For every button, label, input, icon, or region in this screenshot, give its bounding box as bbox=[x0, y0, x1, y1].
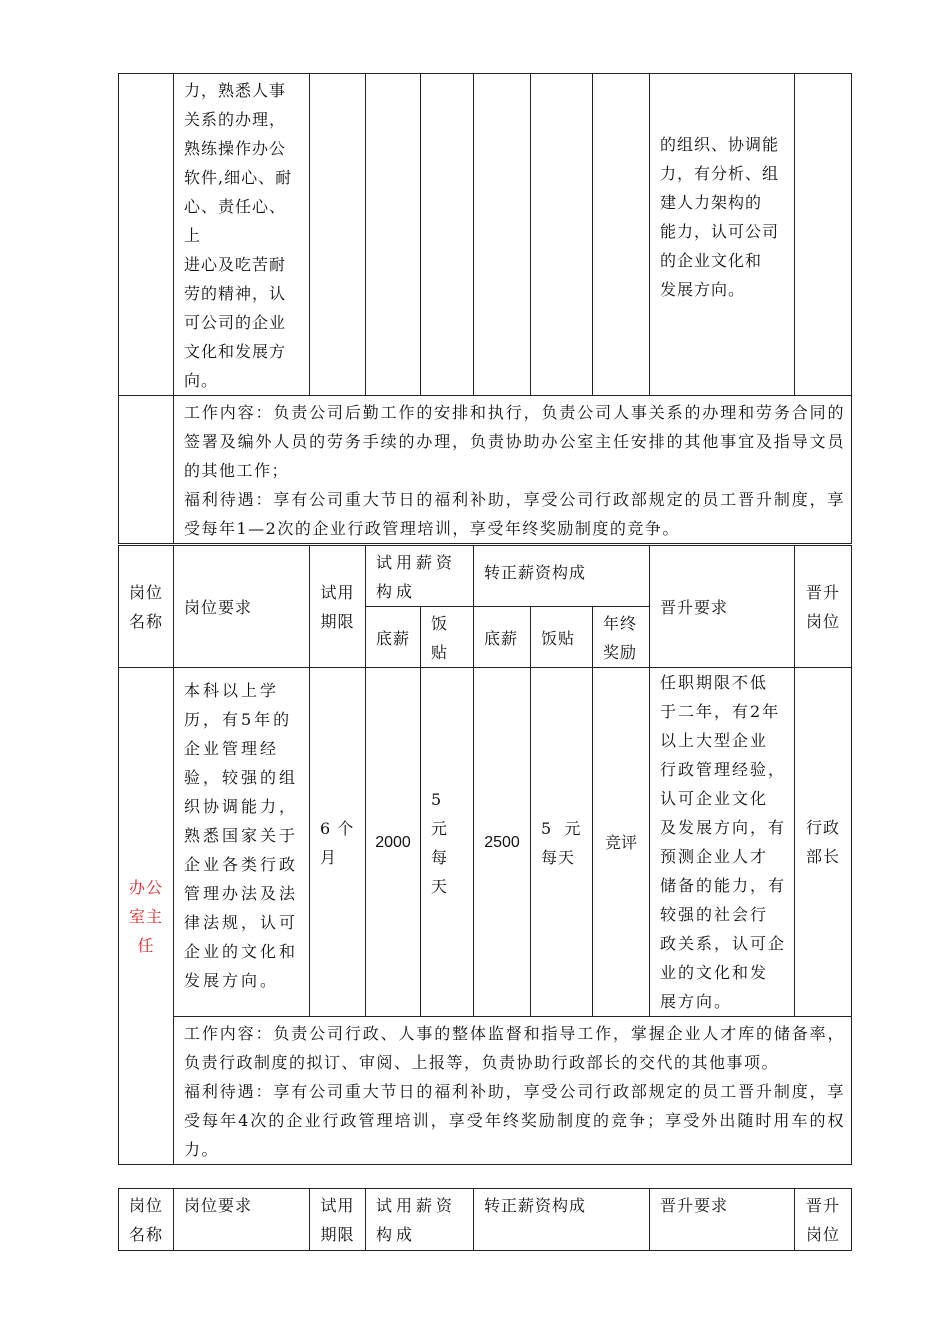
header-promotion-req: 晋升要求 bbox=[650, 1189, 795, 1251]
header-row bbox=[119, 1189, 852, 1251]
trial-meal-value: 5 元 每 天 bbox=[421, 668, 474, 1017]
promotion-post-value: 行政 部长 bbox=[795, 668, 852, 1017]
header-formal-base: 底薪 bbox=[474, 607, 531, 668]
table-row bbox=[119, 1017, 852, 1165]
formal-meal-value: 5 元 每天 bbox=[531, 668, 593, 1017]
position-name: 办公 室主 任 bbox=[119, 668, 174, 1165]
header-position-name: 岗位 名称 bbox=[119, 546, 174, 668]
formal-base-cell bbox=[474, 74, 531, 396]
header-probation: 试用 期限 bbox=[310, 546, 366, 668]
header-row bbox=[119, 546, 852, 607]
trial-meal-cell bbox=[421, 74, 474, 396]
details-cell bbox=[174, 396, 852, 544]
header-trial-salary: 试用薪资 构成 bbox=[366, 1189, 474, 1251]
benefits: 福利待遇：享有公司重大节日的福利补助，享受公司行政部规定的员工晋升制度，享受每年4次的企业行政管理培训，享受年终奖励制度的竞争；享受外出随时用车的权力。 bbox=[184, 1082, 846, 1159]
benefits: 福利待遇：享有公司重大节日的福利补助，享受公司行政部规定的员工晋升制度，享受每年1—2次的企业行政管理培训，享受年终奖励制度的竞争。 bbox=[184, 490, 845, 538]
formal-base-value: 2500 bbox=[474, 668, 531, 1017]
position-table-office-director bbox=[118, 545, 852, 1165]
header-promotion-post: 晋升 岗位 bbox=[795, 546, 852, 668]
promotion-req-value: 任职期限不低 于二年，有2年 以上大型企业 行政管理经验， 认可企业文化 及发展方向，有 预测企业人才 储备的能力，有 较强的社会行 政关系，认可企 业的文化和发 展方向。 bbox=[650, 668, 795, 1017]
promotion-req-text: 的组织、协调能 力，有分析、组 建人力架构的 能力，认可公司 的企业文化和 发展方向。 bbox=[660, 135, 780, 299]
probation-value: 6 个 月 bbox=[310, 668, 366, 1017]
header-formal-meal: 饭贴 bbox=[531, 607, 593, 668]
table-row bbox=[119, 396, 852, 544]
header-position-name: 岗位 名称 bbox=[119, 1189, 174, 1251]
promotion-post-cell bbox=[795, 74, 852, 396]
work-content: 工作内容：负责公司行政、人事的整体监督和指导工作，掌握企业人才库的储备率，负责行政制度的拟订、审阅、上报等，负责协助行政部长的交代的其他事项。 bbox=[184, 1024, 846, 1072]
header-promotion-post: 晋升 岗位 bbox=[795, 1189, 852, 1251]
requirements-cell bbox=[174, 74, 310, 396]
position-name-cell bbox=[119, 74, 174, 396]
header-formal-salary: 转正薪资构成 bbox=[474, 1189, 650, 1251]
bonus-value: 竞评 bbox=[593, 668, 650, 1017]
table-row bbox=[119, 668, 852, 1017]
header-bonus: 年终 奖励 bbox=[593, 607, 650, 668]
requirements-cell: 本科以上学 历，有5年的 企业管理经 验，较强的组 织协调能力， 熟悉国家关于 企业各类行政 管理办法及法 律法规，认可 企业的文化和 发展方向。 bbox=[174, 668, 310, 1017]
header-trial-meal: 饭 贴 bbox=[421, 607, 474, 668]
header-requirements: 岗位要求 bbox=[174, 1189, 310, 1251]
position-table-next bbox=[118, 1188, 852, 1251]
trial-base-value: 2000 bbox=[366, 668, 421, 1017]
requirements-text: 力，熟悉人事 关系的办理， 熟练操作办公 软件,细心、耐 心、责任心、上 进心及吃苦耐 劳的精神，认 可公司的企业 文化和发展方 向。 bbox=[184, 81, 293, 390]
header-trial-salary: 试用薪资 构成 bbox=[366, 546, 474, 607]
header-formal-salary: 转正薪资构成 bbox=[474, 546, 650, 607]
table-row bbox=[119, 74, 852, 396]
work-content: 工作内容：负责公司后勤工作的安排和执行，负责公司人事关系的办理和劳务合同的签署及编外人员的劳务手续的办理，负责协助办公室主任安排的其他事宜及指导文员的其他工作； bbox=[184, 403, 845, 480]
probation-cell bbox=[310, 74, 366, 396]
formal-meal-cell bbox=[531, 74, 593, 396]
header-promotion-req: 晋升要求 bbox=[650, 546, 795, 668]
bonus-cell bbox=[593, 74, 650, 396]
position-table-continued bbox=[118, 73, 852, 544]
details-cell bbox=[174, 1017, 852, 1165]
header-requirements: 岗位要求 bbox=[174, 546, 310, 668]
promotion-req-cell bbox=[650, 74, 795, 396]
position-name-cell bbox=[119, 396, 174, 544]
trial-base-cell bbox=[366, 74, 421, 396]
header-trial-base: 底薪 bbox=[366, 607, 421, 668]
header-probation: 试用 期限 bbox=[310, 1189, 366, 1251]
